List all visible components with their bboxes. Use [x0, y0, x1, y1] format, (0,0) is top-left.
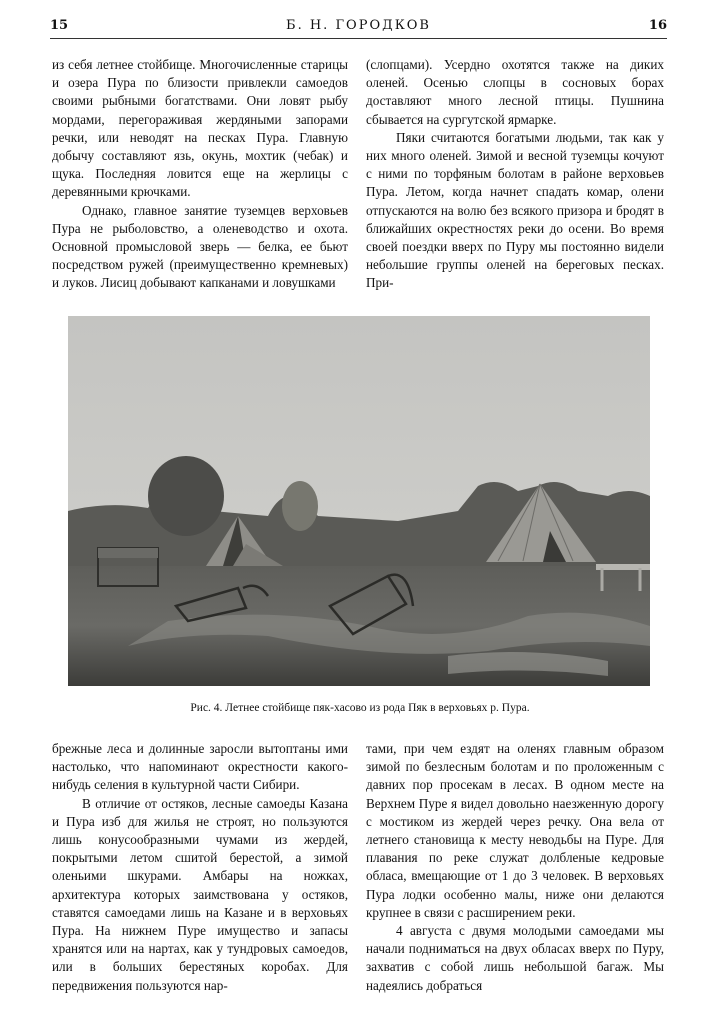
page-number-left: 15: [50, 18, 69, 33]
paragraph: Пяки считаются богатыми людьми, так как у них много оленей. Зимой и весной туземцы кочуют с ними по торфяным болотам в районе верховьев Пура. Летом, когда начнет спадать комар, олени отпускаются на волю без всякого призора и бродят в ближайших окрестностях реки до осени. Во время своей поездки вверх по Пуру мы постоянно видели небольшие группы оленей на береговых песках. При-: [366, 129, 664, 291]
paragraph: из себя летнее стойбище. Многочисленные старицы и озера Пура по близости привлекли самоедов своими рыбными богатствами. Они ловят рыбу мордами, перегораживая жердяными запорами речки, или неводят на песках Пура. Главную добычу составляют язь, окунь, мохтик (чебак) и щука. Последняя ловится еще на жерлицы с деревянными крючками.: [52, 57, 348, 200]
paragraph: Однако, главное занятие туземцев верховьев Пура не рыболовство, а оленеводство и охота. Основной промысловой зверь — белка, ее бьют посредством ружей (преимущественно кремневых) и луков. Лисиц добывают капканами и ловушками: [52, 202, 348, 291]
running-header: [50, 18, 667, 36]
text-column-bottom-left: [52, 740, 348, 995]
text-column-top-left: [52, 56, 348, 293]
figure-photo-summer-camp: [68, 316, 650, 686]
text-column-top-right: [366, 56, 664, 293]
paragraph: 4 августа с двумя молодыми самоедами мы начали подниматься на двух обласах вверх по Пуру, захватив с собой лишь небольшой багаж. Мы надеялись добраться: [366, 923, 664, 993]
header-rule: [50, 38, 667, 39]
text-column-bottom-right: [366, 740, 664, 995]
page-number-right: 16: [648, 18, 667, 33]
paragraph: тами, при чем ездят на оленях главным образом зимой по безлесным болотам и по проложенным с давних пор просекам в лесах. В одном месте на Верхнем Пуре я видел довольно наезженную дорогу с мостиком из жердей через речку. Она вела от летнего становища к месту неводьбы на Пуре. Для плавания по реке служат долбленые кедровые обласа, вмещающие от 1 до 3 человек. В верховьях Пура лодки особенно малы, ниже они делаются крупнее в связи с расширением реки.: [366, 741, 664, 920]
running-title: Б. Н. ГОРОДКОВ: [286, 18, 431, 33]
paragraph: брежные леса и долинные заросли вытоптаны ими настолько, что напоминают окрестности какого-нибудь селения в культурной части Сибири.: [52, 741, 348, 793]
figure-caption: Рис. 4. Летнее стойбище пяк-хасово из рода Пяк в верховьях р. Пура.: [190, 702, 530, 714]
paragraph: (слопцами). Усердно охотятся также на диких оленей. Осенью слопцы в сосновых борах доставляют много лесной птицы. Пушнина сбывается на сургутской ярмарке.: [366, 57, 664, 127]
paragraph: В отличие от остяков, лесные самоеды Казана и Пура изб для жилья не строят, но пользуются лишь конусообразными чумами из жердей, покрытыми летом сшитой берестой, а зимой оленьими шкурами. Амбары на ножках, архитектура которых заимствована у остяков, ставятся самоедами лишь на Казане и в верховьях Пура. На нижнем Пуре имущество и запасы хранятся или на нартах, как у тундровых самоедов, или в больших берестяных коробах. Для передвижения пользуются нар-: [52, 795, 348, 993]
